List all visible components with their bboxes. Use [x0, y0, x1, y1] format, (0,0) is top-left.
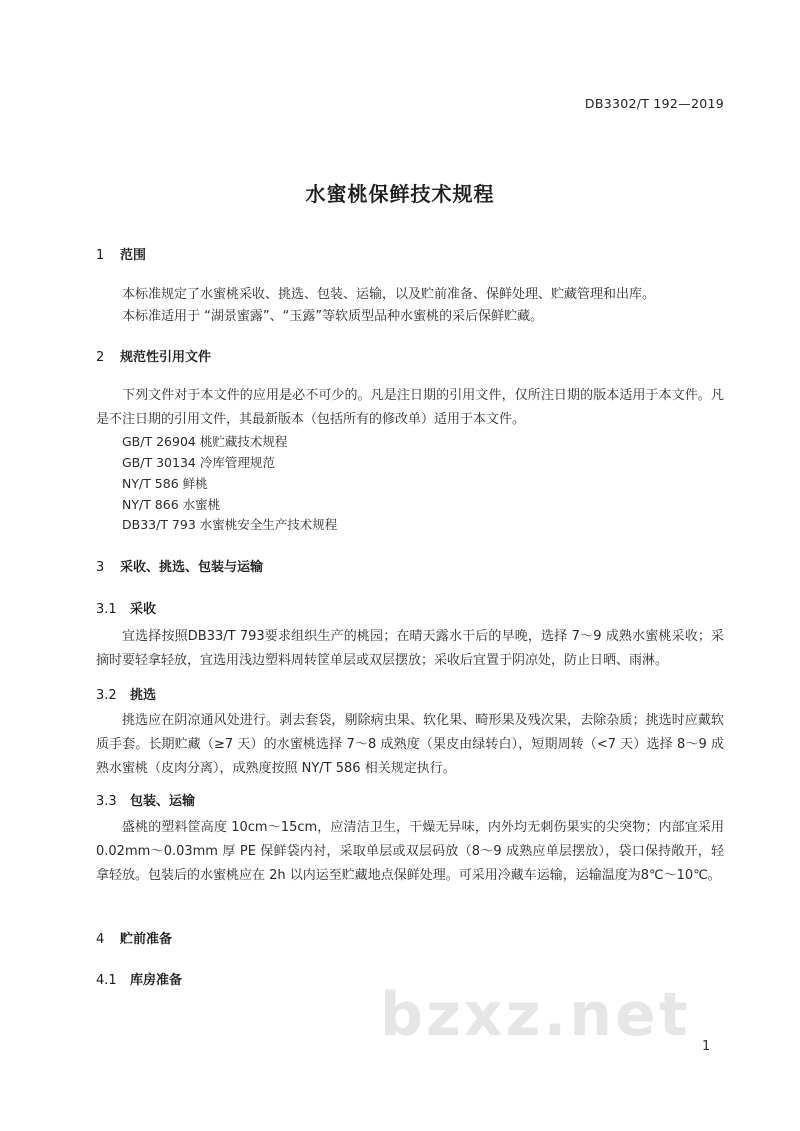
section-title: 规范性引用文件	[120, 350, 212, 365]
section-number: 3	[96, 560, 105, 575]
section-number: 3.3	[96, 794, 117, 809]
section-number: 4	[96, 932, 105, 947]
section-number: 1	[96, 248, 105, 263]
section-1-para-2: 本标准适用于 “湖景蜜露”、“玉露”等软质型品种水蜜桃的采后保鲜贮藏。	[122, 309, 544, 324]
section-title: 贮前准备	[120, 932, 173, 947]
document-code: DB3302/T 192—2019	[584, 96, 724, 111]
reference-item: NY/T 866 水蜜桃	[122, 497, 221, 512]
reference-item: GB/T 26904 桃贮藏技术规程	[122, 434, 288, 449]
section-3-3-para: 盛桃的塑料筐高度 10cm～15cm，应清洁卫生，干燥无异味，内外均无刺伤果实的尖突物；内部宜采用 0.02mm～0.03mm 厚 PE 保鲜袋内衬，采取单层或双层码放（8～9 成熟应单层摆放），袋口保持敞开，轻拿轻放。包装后的水蜜桃应在 2h 以内运至贮藏地点保鲜处理。可采用冷藏车运输，运输温度为8℃～10℃。	[96, 820, 724, 883]
section-3-heading	[96, 556, 263, 575]
section-3-1-heading	[96, 598, 156, 617]
section-title: 包装、运输	[130, 794, 196, 809]
page-number: 1	[702, 1039, 711, 1054]
section-3-3-heading	[96, 790, 195, 809]
section-3-1-para: 宜选择按照DB33/T 793要求组织生产的桃园；在晴天露水干后的早晚，选择 7～9 成熟水蜜桃采收；采摘时要轻拿轻放，宜选用浅边塑料周转筐单层或双层摆放；采收后宜置于阴凉处，防止日晒、雨淋。	[96, 629, 724, 668]
section-number: 3.2	[96, 688, 117, 703]
section-3-2-para: 挑选应在阴凉通风处进行。剥去套袋，剔除病虫果、软化果、畸形果及残次果，去除杂质；挑选时应戴软质手套。长期贮藏（≥7 天）的水蜜桃选择 7～8 成熟度（果皮由绿转白），短期周转（<7 天）选择 8～9 成熟水蜜桃（皮肉分离），成熟度按照 NY/T 586 相关规定执行。	[96, 713, 724, 776]
section-number: 4.1	[96, 973, 117, 988]
section-number: 3.1	[96, 602, 117, 617]
reference-item: GB/T 30134 冷库管理规范	[122, 455, 275, 470]
section-title: 挑选	[130, 688, 157, 703]
section-3-2-heading	[96, 684, 156, 703]
reference-item: DB33/T 793 水蜜桃安全生产技术规程	[122, 517, 338, 532]
section-number: 2	[96, 350, 105, 365]
section-1-para-1: 本标准规定了水蜜桃采收、挑选、包装、运输，以及贮前准备、保鲜处理、贮藏管理和出库。	[122, 287, 656, 302]
section-title: 采收、挑选、包装与运输	[120, 560, 264, 575]
section-2-intro: 下列文件对于本文件的应用是必不可少的。凡是注日期的引用文件，仅所注日期的版本适用于本文件。凡是不注日期的引用文件，其最新版本（包括所有的修改单）适用于本文件。	[96, 388, 724, 427]
section-2-heading	[96, 346, 211, 365]
reference-item: NY/T 586 鲜桃	[122, 476, 208, 491]
section-title: 范围	[120, 248, 147, 263]
section-title: 库房准备	[130, 973, 183, 988]
watermark: bzxz.net	[380, 980, 691, 1050]
section-title: 采收	[130, 602, 157, 617]
document-title: 水蜜桃保鲜技术规程	[305, 182, 495, 206]
section-4-heading	[96, 928, 172, 947]
section-1-heading	[96, 244, 146, 263]
section-4-1-heading	[96, 969, 182, 988]
